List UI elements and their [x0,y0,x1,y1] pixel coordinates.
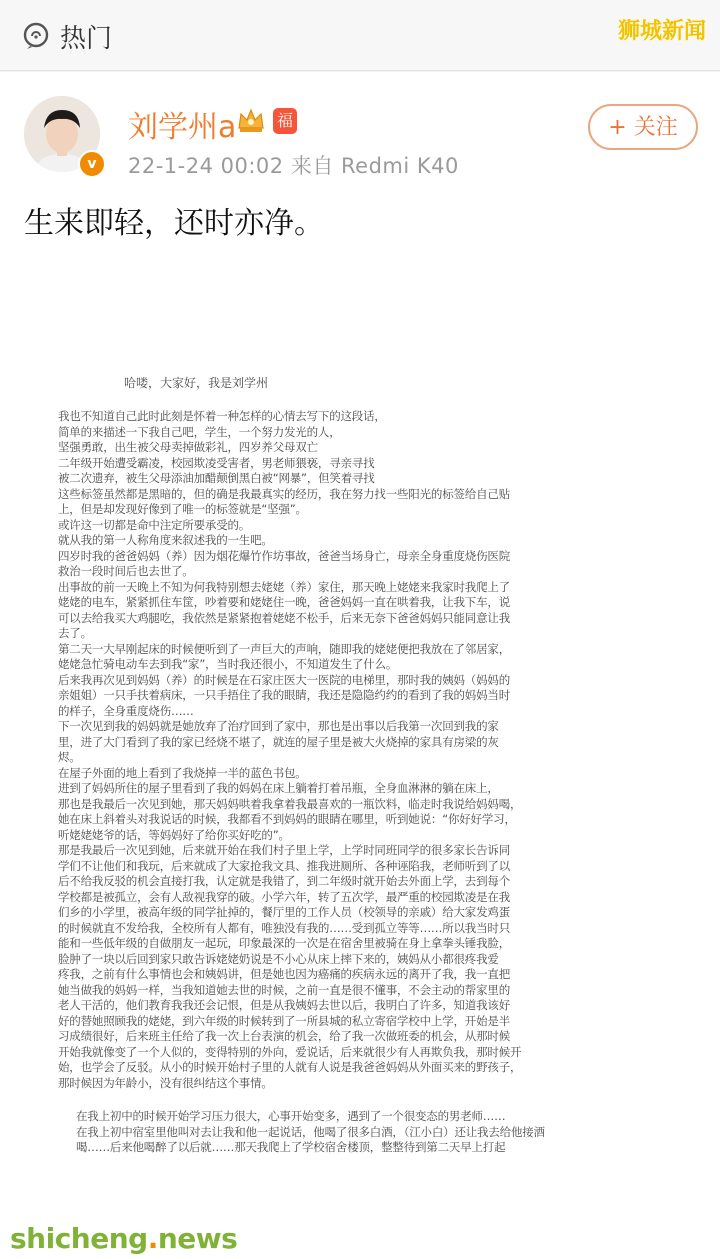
letter-line: 在屋子外面的地上看到了我烧掉一半的蓝色书包。 [58,765,307,780]
letter-line: 简单的来描述一下我自己吧，学生，一个努力发光的人， [58,424,341,439]
letter-line: 脸肿了一块以后回到家只敢告诉姥姥奶说是不小心从床上摔下来的，姨妈从小都很疼我爱 [58,951,499,966]
letter-line: 烬。 [58,750,81,764]
hot-tab-label[interactable]: 热门 [60,24,113,54]
brand-watermark: 狮城新闻 [617,19,706,44]
letter-line: 那是我最后一次见到她，后来就开始在我们村子里上学，上学时同班同学的很多家长告诉同 [58,843,510,857]
fortune-badge-icon: 福 [273,108,297,134]
watermark-dot: . [147,1222,158,1255]
verified-badge-icon: v [78,150,106,178]
letter-line: 姥姥急忙骑电动车去到我“家”，当时我还很小，不知道发生了什么。 [58,657,398,671]
letter-line: 亲姐姐）一只手扶着病床，一只手捂住了我的眼睛，我还是隐隐约约的看到了我的妈妈当时 [58,688,510,702]
letter-line: 出事故的前一天晚上不知为何我特别想去姥姥（养）家住，那天晚上姥姥来我家时我爬上了 [58,579,510,594]
follow-button[interactable]: + 关注 [588,104,698,150]
letter-tail [58,1109,670,1156]
letter-line: 下一次见到我的妈妈就是她放弃了治疗回到了家中，那也是出事以后我第一次回到我的家 [58,719,499,733]
letter-line: 或许这一切都是命中注定所要承受的。 [58,517,251,532]
letter-line: 那也是我最后一次见到她，那天妈妈哄着我拿着我最喜欢的一瓶饮料，临走时我说给妈妈喝， [58,796,522,811]
letter-line: 就从我的第一人称角度来叙述我的一生吧。 [58,533,273,547]
weibo-post-card [0,72,720,1259]
letter-line: 的样子，全身重度烧伤…… [58,703,194,718]
post-text: 生来即轻，还时亦净。 [24,206,324,241]
letter-line: 始，也学会了反驳。从小的时候开始村子里的人就有人说是我爸爸妈妈从外面买来的野孩子， [58,1060,522,1074]
username[interactable]: 刘学州a [128,110,237,145]
letter-line: 上，但是却发现好像到了唯一的标签就是“坚强”。 [58,502,307,516]
letter-line: 的时候就直不发给我，全校所有人都有，唯独没有我的……受到孤立等等……所以我当时只 [58,920,510,935]
letter-line: 好的替她照顾我的姥姥，到六年级的时候转到了一所县城的私立寄宿学校中上学，开始是半 [58,1013,510,1028]
letter-line: 可以去给我买大鸡腿吃，我依然是紧紧抱着姥姥不松手，后来无奈下爸爸妈妈只能同意让我 [58,610,510,625]
letter-line: 喝……后来他喝醉了以后就……那天我爬上了学校宿舍楼顶，整整待到第二天早上打起 [76,1140,506,1154]
letter-line: 老人干活的，他们教育我我还会记恨，但是从我姨妈去世以后，我明白了许多，知道我该好 [58,998,510,1012]
letter-greeting: 哈喽，大家好，我是刘学州 [124,376,269,390]
letter-line: 四岁时我的爸爸妈妈（养）因为烟花爆竹作坊事故，爸爸当场身亡，母亲全身重度烧伤医院 [58,548,510,563]
letter-line: 习成绩很好，后来班主任给了我一次上台表演的机会，给了我一次做班委的机会，从那时候 [58,1029,510,1043]
letter-line: 开始我就像变了一个人似的，变得特别的外向，爱说话，后来就很少有人再欺负我，那时候开 [58,1044,522,1059]
letter-line: 我也不知道自己此时此刻是怀着一种怎样的心情去写下的这段话， [58,409,386,423]
letter-line: 听姥姥姥爷的话，等妈妈好了给你买好吃的”。 [58,827,290,842]
letter-line: 里，进了大门看到了我的家已经烧不堪了，就连的屋子里是被大火烧掉的家具有房梁的灰 [58,734,499,749]
letter-line: 疼我，之前有什么事情也会和姨妈讲，但是她也因为癌痛的疾病永远的离开了我，我一直把 [58,967,510,981]
letter-line: 坚强勇敢，出生被父母卖掉做彩礼，四岁养父母双亡 [58,440,318,454]
letter-line: 第二天一大早刚起床的时候便听到了一声巨大的声响，随即我的姥姥便把我放在了邻居家， [58,641,510,656]
letter-line: 在我上初中的时候开始学习压力很大，心事开始变多，遇到了一个很变态的男老师…… [76,1109,506,1123]
letter-line: 学校都是被孤立，会有人敌视我穿的破。小学六年，转了五次学，最严重的校园欺凌是在我 [58,889,510,904]
post-meta: 22-1-24 00:02 来自 Redmi K40 [128,154,459,178]
crown-badge-icon [236,106,266,134]
letter-line: 姥姥的电车，紧紧抓住车筐，吵着要和姥姥住一晚，爸爸妈妈一直在哄着我，让我下车，说 [58,595,510,609]
letter-line: 能和一些低年级的自做朋友一起玩，印象最深的一次是在宿舍里被骑在身上拿拳头锤我脸， [58,936,510,950]
letter-line: 去了。 [58,626,92,640]
letter-line: 她当做我的妈妈一样，当我知道她去世的时候，之前一直是很不懂事，不会主动的帮家里的 [58,982,510,997]
letter-line: 进到了妈妈所住的屋子里看到了我的妈妈在床上躺着打着吊瓶，全身血淋淋的躺在床上， [58,781,499,795]
letter-line: 学们不让他们和我玩，后来就成了大家抢我文具、推我进厕所、各种诬陷我，老师听到了以 [58,858,510,873]
letter-line: 二年级开始遭受霸凌，校园欺凌受害者，男老师猥亵，寻亲寻找 [58,455,375,470]
letter-body [58,409,670,1091]
letter-line: 后来我再次见到妈妈（养）的时候是在石家庄医大一医院的电梯里，那时我的姨妈（妈妈的 [58,672,510,687]
watermark-left: shicheng [10,1222,148,1255]
letter-line: 后不给我反驳的机会直接打我，认定就是我错了，到二年级时就开始去外面上学，去到每个 [58,874,510,888]
top-bar [0,0,720,71]
site-watermark [10,1222,237,1255]
letter-image[interactable] [58,242,670,1259]
letter-line: 她在床上斜着头对我说话的时候，我都看不到妈妈的眼睛在哪里，听到她说：“你好好学习， [58,812,516,826]
letter-line: 们乡的小学里，被高年级的同学扯掉的，餐厅里的工作人员（校领导的亲戚）给大家发鸡蛋 [58,905,510,919]
watermark-right: news [157,1222,238,1255]
letter-line: 在我上初中宿室里他叫对去让我和他一起说话，他喝了很多白酒，（江小白）还让我去给他接酒 [76,1124,545,1139]
letter-line: 那时候因为年龄小，没有很纠结这个事情。 [58,1075,273,1090]
letter-line: 这些标签虽然都是黑暗的，但的确是我最真实的经历，我在努力找一些阳光的标签给自己贴 [58,486,510,501]
hot-topic-icon[interactable] [22,22,50,50]
letter-line: 被二次遗弃，被生父母添油加醋颠倒黑白被“网暴”，但笑着寻找 [58,471,375,485]
letter-line: 救治一段时间后也去世了。 [58,564,194,578]
